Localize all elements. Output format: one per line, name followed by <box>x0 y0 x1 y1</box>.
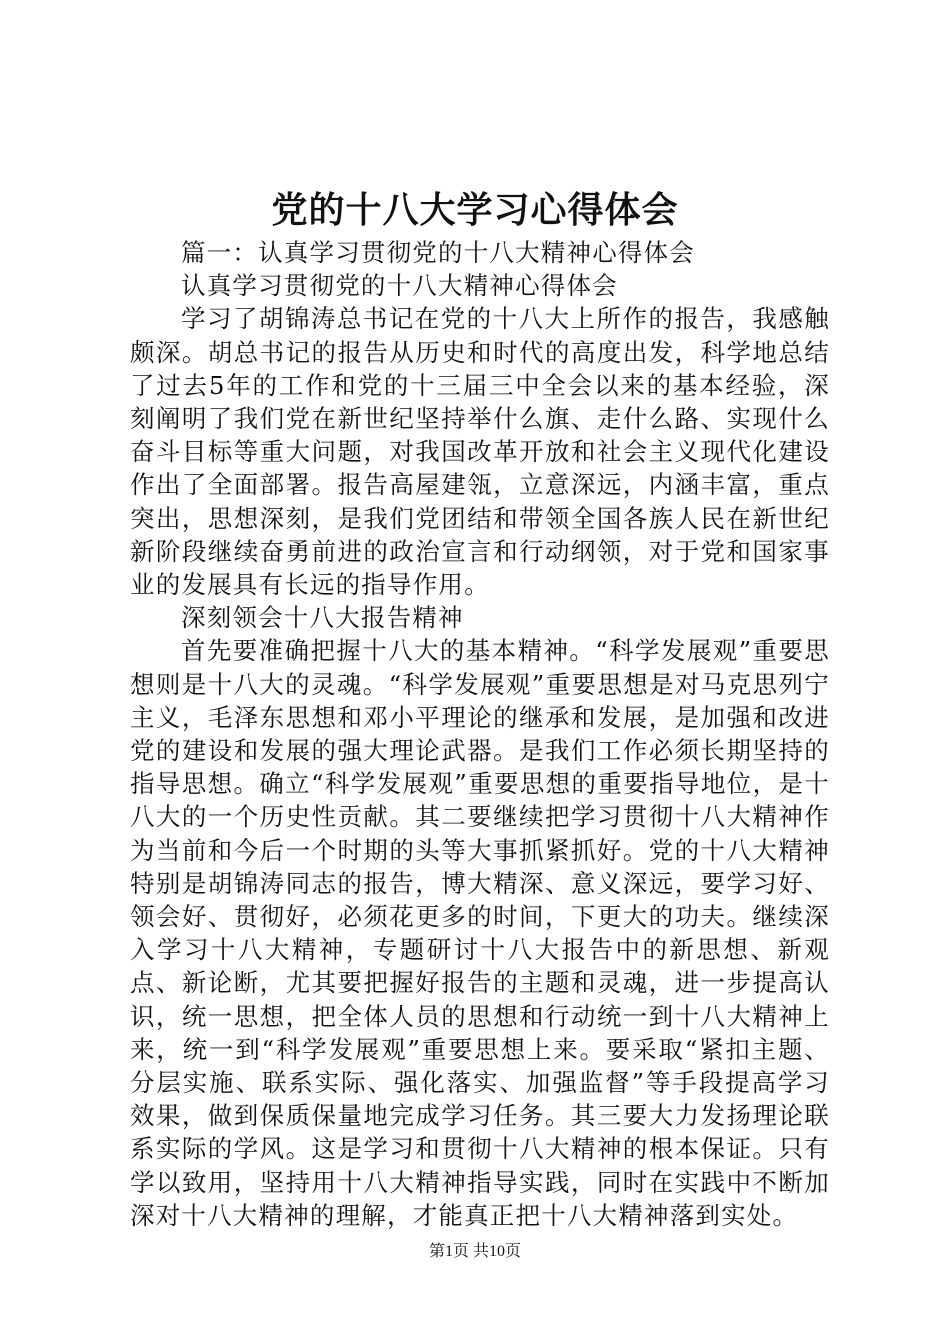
page-number-footer: 第1页 共10页 <box>428 1243 521 1260</box>
document-title: 党的十八大学习心得体会 <box>271 189 679 231</box>
subsection-heading: 深刻领会十八大报告精神 <box>181 603 464 633</box>
body-paragraph: 首先要准确把握十八大的基本精神。“科学发展观”重要思想则是十八大的灵魂。“科学发展观”重要思想是对马克思列宁主义，毛泽东思想和邓小平理论的继承和发展，是加强和改进党的建设和发展的强大理论武器。是我们工作必须长期坚持的指导思想。确立“科学发展观”重要思想的重要指导地位，是十八大的一个历史性贡献。其二要继续把学习贯彻十八大精神作为当前和今后一个时期的头等大事抓紧抓好。党的十八大精神特别是胡锦涛同志的报告，博大精深、意义深远，要学习好、领会好、贯彻好，必须花更多的时间，下更大的功夫。继续深入学习十八大精神，专题研讨十八大报告中的新思想、新观点、新论断，尤其要把握好报告的主题和灵魂，进一步提高认识，统一思想，把全体人员的思想和行动统一到十八大精神上来，统一到“科学发展观”重要思想上来。要采取“紧扣主题、分层实施、联系实际、强化落实、加强监督”等手段提高学习效果，做到保质保量地完成学习任务。其三要大力发扬理论联系实际的学风。这是学习和贯彻十八大精神的根本保证。只有学以致用，坚持用十八大精神指导实践，同时在实践中不断加深对十八大精神的理解，才能真正把十八大精神落到实处。 <box>130 636 830 1230</box>
article-title: 认真学习贯彻党的十八大精神心得体会 <box>181 271 618 301</box>
document-body <box>130 236 830 1232</box>
section-heading: 篇一：认真学习贯彻党的十八大精神心得体会 <box>181 238 695 267</box>
body-paragraph: 学习了胡锦涛总书记在党的十八大上所作的报告，我感触颇深。胡总书记的报告从历史和时代的高度出发，科学地总结了过去5年的工作和党的十三届三中全会以来的基本经验，深刻阐明了我们党在新世纪坚持举什么旗、走什么路、实现什么奋斗目标等重大问题，对我国改革开放和社会主义现代化建设作出了全面部署。报告高屋建瓴，立意深远，内涵丰富，重点突出，思想深刻，是我们党团结和带领全国各族人民在新世纪新阶段继续奋勇前进的政治宣言和行动纲领，对于党和国家事业的发展具有长远的指导作用。 <box>130 304 830 600</box>
